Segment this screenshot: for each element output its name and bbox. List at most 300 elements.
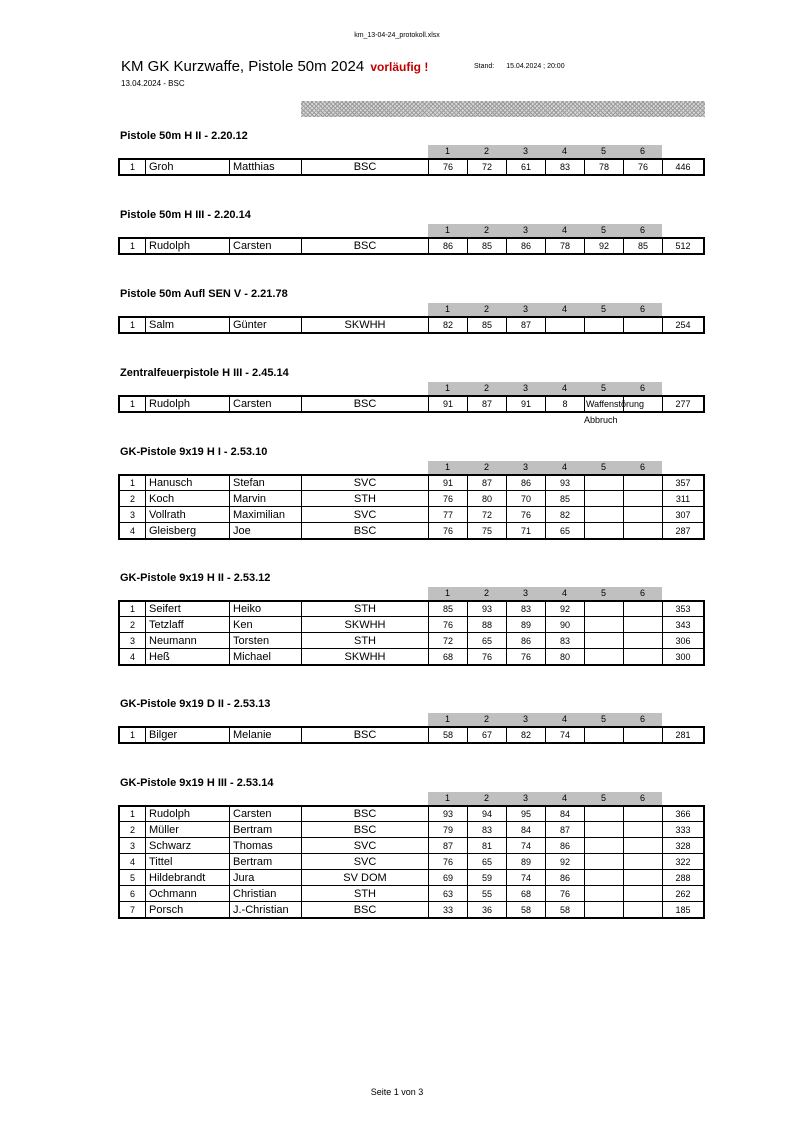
shot-cell: 55 (468, 886, 507, 901)
shot-header-cell: 4 (561, 588, 567, 598)
shot-cell: 86 (507, 633, 546, 648)
shot-cell: 83 (507, 602, 546, 616)
shot-header-cell: 6 (639, 588, 645, 598)
first-name-cell: Carsten (230, 397, 302, 411)
shot-cell: 72 (429, 633, 468, 648)
shot-cell: 76 (507, 507, 546, 522)
shot-cell: 59 (468, 870, 507, 885)
rank-cell: 1 (120, 602, 146, 616)
hatched-bar (301, 101, 705, 117)
shot-cell: 83 (468, 822, 507, 837)
first-name-cell: Matthias (230, 160, 302, 174)
shot-header-cell: 2 (483, 383, 489, 393)
last-name-cell: Koch (146, 491, 230, 506)
shot-cell (624, 523, 663, 538)
shot-header (428, 792, 662, 805)
shot-cell (585, 507, 624, 522)
shot-header-cell: 6 (639, 462, 645, 472)
stand-value: 15.04.2024 ; 20:00 (506, 63, 565, 70)
total-cell: 262 (675, 889, 691, 899)
shot-cell: 89 (507, 617, 546, 632)
shot-cell: 76 (624, 160, 663, 174)
page-title (121, 58, 428, 75)
shot-cell: 93 (546, 476, 585, 490)
shot-cell (624, 507, 663, 522)
last-name-cell: Seifert (146, 602, 230, 616)
shot-cell: 61 (507, 160, 546, 174)
shot-cell: 87 (468, 397, 507, 411)
shot-cell: 65 (468, 854, 507, 869)
shot-cell: 58 (546, 902, 585, 917)
file-name: km_13-04-24_protokoll.xlsx (354, 32, 440, 39)
shot-header-cell: 3 (522, 304, 528, 314)
total-cell: 343 (675, 620, 691, 630)
shot-cell: 91 (507, 397, 546, 411)
shot-cell: 58 (429, 728, 468, 742)
last-name-cell: Heß (146, 649, 230, 664)
shot-header (428, 382, 662, 395)
total-cell: 277 (675, 399, 691, 409)
shot-cell (624, 902, 663, 917)
shot-header-cell: 1 (444, 793, 450, 803)
shot-cell (585, 870, 624, 885)
shot-cell: 69 (429, 870, 468, 885)
table-row (120, 853, 703, 869)
table-row (120, 616, 703, 632)
shot-cell: 75 (468, 523, 507, 538)
shot-cell: 92 (546, 854, 585, 869)
first-name-cell: Maximilian (230, 507, 302, 522)
shot-cell: 85 (429, 602, 468, 616)
shot-cell: 85 (468, 318, 507, 332)
rank-cell: 1 (120, 397, 146, 411)
total-cell: 446 (675, 162, 691, 172)
shot-header-cell: 5 (600, 304, 606, 314)
shot-cell: 74 (507, 870, 546, 885)
last-name-cell: Salm (146, 318, 230, 332)
club-cell: SVC (302, 476, 429, 490)
shot-header-cell: 3 (522, 588, 528, 598)
shot-cell (585, 838, 624, 853)
shot-cell (624, 870, 663, 885)
first-name-cell: J.-Christian (230, 902, 302, 917)
last-name-cell: Tittel (146, 854, 230, 869)
shot-cell: 85 (546, 491, 585, 506)
shot-header-cell: 3 (522, 793, 528, 803)
shot-header-cell: 2 (483, 714, 489, 724)
first-name-cell: Ken (230, 617, 302, 632)
last-name-cell: Ochmann (146, 886, 230, 901)
shot-cell: 88 (468, 617, 507, 632)
table-row (120, 397, 703, 411)
section-title: GK-Pistole 9x19 H I - 2.53.10 (120, 446, 268, 458)
table-row (120, 837, 703, 853)
last-name-cell: Bilger (146, 728, 230, 742)
results-table (118, 600, 705, 666)
club-cell: BSC (302, 160, 429, 174)
title-text: KM GK Kurzwaffe, Pistole 50m 2024 (121, 58, 365, 75)
shot-header-cell: 4 (561, 225, 567, 235)
rank-cell: 1 (120, 160, 146, 174)
shot-header-cell: 6 (639, 383, 645, 393)
rank-cell: 4 (120, 649, 146, 664)
shot-cell (585, 822, 624, 837)
total-cell: 307 (675, 510, 691, 520)
shot-cell (585, 728, 624, 742)
shot-cell: 86 (429, 239, 468, 253)
club-cell: SKWHH (302, 617, 429, 632)
first-name-cell: Christian (230, 886, 302, 901)
shot-cell (585, 318, 624, 332)
shot-cell (624, 633, 663, 648)
first-name-cell: Marvin (230, 491, 302, 506)
first-name-cell: Thomas (230, 838, 302, 853)
total-cell: 185 (675, 905, 691, 915)
shot-cell (624, 602, 663, 616)
shot-cell (624, 838, 663, 853)
club-cell: BSC (302, 397, 429, 411)
club-cell: BSC (302, 807, 429, 821)
rank-cell: 2 (120, 491, 146, 506)
shot-cell: 92 (546, 602, 585, 616)
shot-header-cell: 1 (444, 304, 450, 314)
shot-cell: 90 (546, 617, 585, 632)
section-title: Zentralfeuerpistole H III - 2.45.14 (120, 367, 289, 379)
total-cell: 287 (675, 526, 691, 536)
shot-cell: 76 (429, 854, 468, 869)
shot-header-cell: 1 (444, 462, 450, 472)
first-name-cell: Joe (230, 523, 302, 538)
club-cell: BSC (302, 523, 429, 538)
table-row (120, 648, 703, 664)
first-name-cell: Jura (230, 870, 302, 885)
table-row (120, 807, 703, 821)
club-cell: SV DOM (302, 870, 429, 885)
shot-cell: 76 (429, 523, 468, 538)
first-name-cell: Bertram (230, 854, 302, 869)
shot-header-cell: 5 (600, 588, 606, 598)
shot-header-cell: 6 (639, 146, 645, 156)
table-row (120, 632, 703, 648)
section-title: GK-Pistole 9x19 H II - 2.53.12 (120, 572, 271, 584)
total-cell: 306 (675, 636, 691, 646)
results-table (118, 395, 705, 413)
table-row (120, 318, 703, 332)
rank-cell: 7 (120, 902, 146, 917)
shot-header-cell: 5 (600, 714, 606, 724)
shot-cell: 87 (468, 476, 507, 490)
shot-cell (624, 886, 663, 901)
shot-header-cell: 5 (600, 146, 606, 156)
shot-cell (585, 854, 624, 869)
total-cell: 333 (675, 825, 691, 835)
shot-cell (585, 491, 624, 506)
total-cell: 311 (675, 494, 691, 504)
table-row (120, 602, 703, 616)
last-name-cell: Groh (146, 160, 230, 174)
shot-header-cell: 3 (522, 225, 528, 235)
shot-cell: 86 (546, 870, 585, 885)
shot-cell: 91 (429, 397, 468, 411)
last-name-cell: Hanusch (146, 476, 230, 490)
shot-header-cell: 1 (444, 383, 450, 393)
last-name-cell: Vollrath (146, 507, 230, 522)
shot-cell (624, 649, 663, 664)
shot-header-cell: 6 (639, 714, 645, 724)
shot-cell: 76 (429, 617, 468, 632)
shot-cell: 58 (507, 902, 546, 917)
last-name-cell: Rudolph (146, 807, 230, 821)
shot-header-cell: 2 (483, 588, 489, 598)
club-cell: SVC (302, 838, 429, 853)
total-cell: 300 (675, 652, 691, 662)
club-cell: STH (302, 886, 429, 901)
total-cell: 322 (675, 857, 691, 867)
shot-cell (624, 822, 663, 837)
section-title: GK-Pistole 9x19 H III - 2.53.14 (120, 777, 274, 789)
shot-header-cell: 1 (444, 146, 450, 156)
shot-header-cell: 4 (561, 383, 567, 393)
shot-cell: 80 (468, 491, 507, 506)
stand-label: Stand: (474, 63, 495, 70)
shot-cell: 86 (507, 476, 546, 490)
results-table (118, 474, 705, 540)
shot-cell: 33 (429, 902, 468, 917)
shot-header-cell: 4 (561, 304, 567, 314)
shot-cell: 93 (468, 602, 507, 616)
shot-cell: 87 (546, 822, 585, 837)
rank-cell: 4 (120, 854, 146, 869)
total-cell: 357 (675, 478, 691, 488)
shot-cell: 84 (546, 807, 585, 821)
shot-cell: 72 (468, 160, 507, 174)
last-name-cell: Tetzlaff (146, 617, 230, 632)
shot-cell: 82 (429, 318, 468, 332)
last-name-cell: Hildebrandt (146, 870, 230, 885)
table-row (120, 869, 703, 885)
shot-header (428, 713, 662, 726)
shot-header-cell: 4 (561, 714, 567, 724)
shot-cell: 87 (429, 838, 468, 853)
last-name-cell: Gleisberg (146, 523, 230, 538)
shot-cell: 74 (546, 728, 585, 742)
rank-cell: 1 (120, 728, 146, 742)
shot-cell: 82 (507, 728, 546, 742)
shot-cell: 63 (429, 886, 468, 901)
first-name-cell: Bertram (230, 822, 302, 837)
shot-cell: 71 (507, 523, 546, 538)
club-cell: SKWHH (302, 649, 429, 664)
rank-cell: 2 (120, 822, 146, 837)
club-cell: BSC (302, 728, 429, 742)
first-name-cell: Heiko (230, 602, 302, 616)
last-name-cell: Porsch (146, 902, 230, 917)
club-cell: SVC (302, 854, 429, 869)
shot-header-cell: 3 (522, 714, 528, 724)
table-row (120, 821, 703, 837)
results-table (118, 158, 705, 176)
first-name-cell: Carsten (230, 807, 302, 821)
shot-cell: 76 (429, 160, 468, 174)
section-title: Pistole 50m H III - 2.20.14 (120, 209, 251, 221)
rank-cell: 1 (120, 807, 146, 821)
shot-cell: 93 (429, 807, 468, 821)
shot-cell: 68 (507, 886, 546, 901)
rank-cell: 5 (120, 870, 146, 885)
shot-header (428, 461, 662, 474)
section-title: Pistole 50m Aufl SEN V - 2.21.78 (120, 288, 288, 300)
shot-cell: 85 (468, 239, 507, 253)
total-cell: 353 (675, 604, 691, 614)
results-table (118, 805, 705, 919)
shot-cell (546, 318, 585, 332)
shot-cell: 83 (546, 160, 585, 174)
first-name-cell: Günter (230, 318, 302, 332)
shot-header-cell: 6 (639, 793, 645, 803)
shot-cell: 77 (429, 507, 468, 522)
date-place: 13.04.2024 - BSC (121, 79, 185, 88)
last-name-cell: Neumann (146, 633, 230, 648)
shot-cell: 86 (546, 838, 585, 853)
total-cell: 366 (675, 809, 691, 819)
shot-cell: 72 (468, 507, 507, 522)
shot-cell: 78 (546, 239, 585, 253)
shot-cell (624, 854, 663, 869)
shot-cell: Waffenstörung (586, 399, 645, 409)
club-cell: STH (302, 602, 429, 616)
table-row (120, 728, 703, 742)
club-cell: STH (302, 633, 429, 648)
shot-cell (585, 617, 624, 632)
shot-cell: 67 (468, 728, 507, 742)
shot-cell: 76 (507, 649, 546, 664)
rank-cell: 1 (120, 476, 146, 490)
section-title: GK-Pistole 9x19 D II - 2.53.13 (120, 698, 271, 710)
total-cell: 281 (675, 730, 691, 740)
table-row (120, 490, 703, 506)
first-name-cell: Stefan (230, 476, 302, 490)
shot-cell: 76 (546, 886, 585, 901)
shot-cell: 65 (546, 523, 585, 538)
shot-header-cell: 3 (522, 383, 528, 393)
club-cell: BSC (302, 239, 429, 253)
club-cell: STH (302, 491, 429, 506)
table-row (120, 901, 703, 917)
section-title: Pistole 50m H II - 2.20.12 (120, 130, 248, 142)
club-cell: BSC (302, 902, 429, 917)
rank-cell: 3 (120, 507, 146, 522)
first-name-cell: Melanie (230, 728, 302, 742)
total-cell: 328 (675, 841, 691, 851)
shot-cell (585, 649, 624, 664)
first-name-cell: Michael (230, 649, 302, 664)
first-name-cell: Carsten (230, 239, 302, 253)
shot-cell (585, 886, 624, 901)
shot-cell (585, 633, 624, 648)
rank-cell: 4 (120, 523, 146, 538)
shot-header (428, 587, 662, 600)
rank-cell: 6 (120, 886, 146, 901)
table-row (120, 885, 703, 901)
shot-cell (585, 902, 624, 917)
results-table (118, 237, 705, 255)
results-table (118, 726, 705, 744)
page-footer: Seite 1 von 3 (370, 1087, 424, 1097)
last-name-cell: Müller (146, 822, 230, 837)
shot-cell: 74 (507, 838, 546, 853)
shot-header-cell: 2 (483, 304, 489, 314)
shot-header-cell: 1 (444, 714, 450, 724)
last-name-cell: Rudolph (146, 397, 230, 411)
shot-header-cell: 1 (444, 225, 450, 235)
club-cell: SKWHH (302, 318, 429, 332)
shot-header (428, 224, 662, 237)
shot-header (428, 145, 662, 158)
shot-cell: 87 (507, 318, 546, 332)
shot-cell (624, 807, 663, 821)
shot-cell: 89 (507, 854, 546, 869)
shot-cell (585, 523, 624, 538)
shot-cell: 68 (429, 649, 468, 664)
shot-cell (585, 476, 624, 490)
club-cell: BSC (302, 822, 429, 837)
shot-header-cell: 2 (483, 462, 489, 472)
shot-header-cell: 3 (522, 146, 528, 156)
last-name-cell: Schwarz (146, 838, 230, 853)
shot-cell (624, 617, 663, 632)
rank-cell: 3 (120, 633, 146, 648)
shot-cell: 65 (468, 633, 507, 648)
last-name-cell: Rudolph (146, 239, 230, 253)
total-cell: 288 (675, 873, 691, 883)
table-row (120, 239, 703, 253)
shot-cell: 78 (585, 160, 624, 174)
shot-cell: 70 (507, 491, 546, 506)
shot-cell: 84 (507, 822, 546, 837)
shot-header-cell: 2 (483, 225, 489, 235)
stand-info (474, 63, 565, 70)
table-row (120, 506, 703, 522)
shot-header-cell: 4 (561, 462, 567, 472)
shot-cell: 85 (624, 239, 663, 253)
shot-cell (624, 491, 663, 506)
shot-cell (624, 318, 663, 332)
total-cell: 512 (675, 241, 691, 251)
shot-cell: 36 (468, 902, 507, 917)
section-note: Abbruch (584, 415, 618, 425)
shot-cell: 81 (468, 838, 507, 853)
shot-cell (585, 807, 624, 821)
table-row (120, 476, 703, 490)
shot-header-cell: 4 (561, 146, 567, 156)
shot-header-cell: 5 (600, 793, 606, 803)
shot-cell (624, 728, 663, 742)
shot-header-cell: 1 (444, 588, 450, 598)
shot-header-cell: 2 (483, 793, 489, 803)
shot-header-cell: 5 (600, 462, 606, 472)
shot-cell: 91 (429, 476, 468, 490)
shot-header-cell: 3 (522, 462, 528, 472)
rank-cell: 3 (120, 838, 146, 853)
shot-cell: 82 (546, 507, 585, 522)
shot-cell: 76 (429, 491, 468, 506)
rank-cell: 2 (120, 617, 146, 632)
rank-cell: 1 (120, 239, 146, 253)
shot-cell: 86 (507, 239, 546, 253)
club-cell: SVC (302, 507, 429, 522)
table-row (120, 160, 703, 174)
shot-cell: 76 (468, 649, 507, 664)
